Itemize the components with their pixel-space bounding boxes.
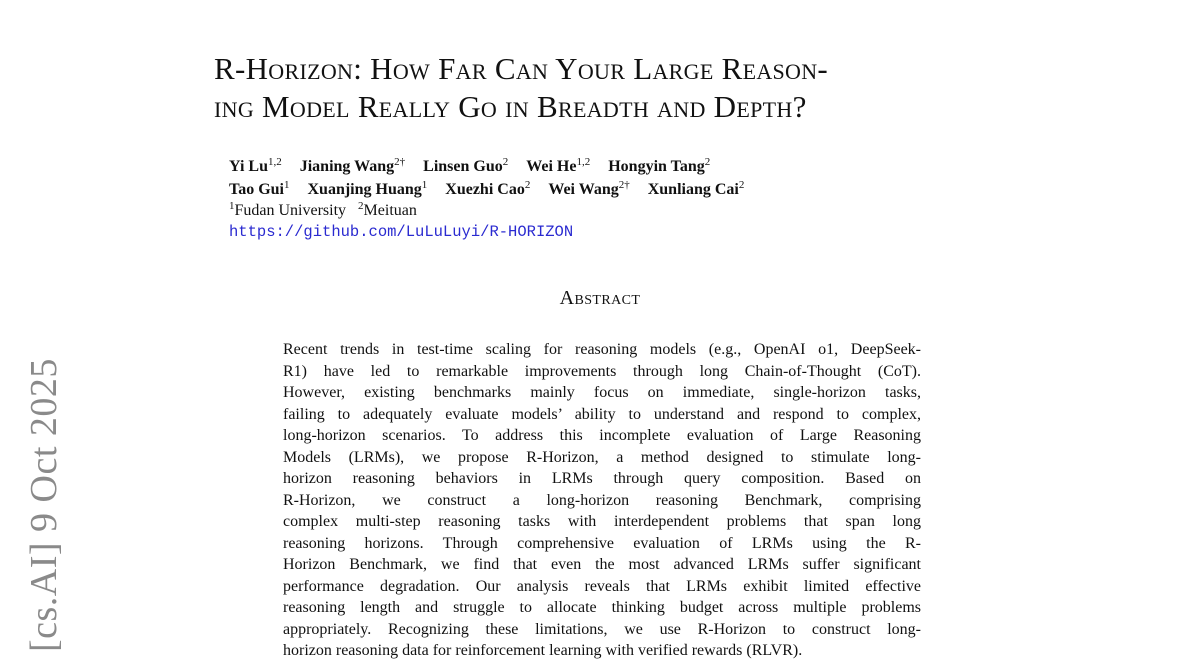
abstract-line: long-horizon scenarios. To address this incomplete evaluation of Large Reasoning xyxy=(283,427,921,444)
author-row-2 xyxy=(229,178,989,201)
author: Tao Gui$^1$ xyxy=(229,179,290,198)
abstract-line: reasoning horizons. Through comprehensive evaluation of LRMs using the R- xyxy=(283,534,921,552)
abstract-line: horizon reasoning behaviors in LRMs through query composition. Based on xyxy=(283,470,921,487)
author: Linsen Guo$^2$ xyxy=(423,156,509,175)
title-line-1: R-Horizon: How Far Can Your Large Reason- xyxy=(214,51,829,86)
arxiv-stamp: [cs.AI] 9 Oct 2025 xyxy=(23,358,65,652)
author: Yi Lu$^{1,2}$ xyxy=(229,156,282,175)
abstract-line: Models (LRMs), we propose R-Horizon, a method designed to stimulate long- xyxy=(283,448,921,466)
arxiv-sidebar xyxy=(22,346,82,656)
author-block xyxy=(229,155,989,243)
abstract-line: complex multi-step reasoning tasks with interdependent problems that span long xyxy=(283,513,921,530)
paper-title xyxy=(214,50,1034,126)
abstract-line: Horizon Benchmark, we find that even the most advanced LRMs suffer significant xyxy=(283,556,921,573)
abstract-line: Recent trends in test-time scaling for reasoning models (e.g., OpenAI o1, DeepSeek- xyxy=(283,341,921,358)
abstract-line: R-Horizon, we construct a long-horizon reasoning Benchmark, comprising xyxy=(283,491,921,509)
author: Wei He$^{1,2}$ xyxy=(526,156,591,175)
abstract-line: R1) have led to remarkable improvements through long Chain-of-Thought (CoT). xyxy=(283,362,921,380)
author: Xunliang Cai$^2$ xyxy=(647,179,745,198)
abstract-line: appropriately. Recognizing these limitations, we use R-Horizon to construct long- xyxy=(283,620,921,638)
abstract-line: failing to adequately evaluate models’ ability to understand and respond to complex, xyxy=(283,405,921,423)
author: Hongyin Tang$^2$ xyxy=(608,156,711,175)
author: Xuanjing Huang$^1$ xyxy=(307,179,428,198)
abstract-body xyxy=(283,339,921,662)
affiliation: $^1$Fudan University xyxy=(229,200,347,219)
affiliation: $^2$Meituan xyxy=(358,200,417,219)
title-line-2: ing Model Really Go in Breadth and Depth? xyxy=(214,89,807,124)
abstract-line: However, existing benchmarks mainly focus on immediate, single-horizon tasks, xyxy=(283,384,921,401)
repo-link[interactable]: https://github.com/LuLuLuyi/R-HORIZON xyxy=(229,223,574,241)
author-row-1 xyxy=(229,155,989,178)
abstract-heading: Abstract xyxy=(559,287,641,309)
author: Jianing Wang$^{2\dagger}$ xyxy=(299,156,406,175)
affiliations xyxy=(229,201,989,221)
abstract-line: performance degradation. Our analysis reveals that LRMs exhibit limited effective xyxy=(283,577,921,595)
author: Xuezhi Cao$^2$ xyxy=(445,179,531,198)
abstract-line: reasoning length and struggle to allocate thinking budget across multiple problems xyxy=(283,599,921,616)
abstract-line: horizon reasoning data for reinforcement learning with verified rewards (RLVR). xyxy=(283,642,803,659)
author: Wei Wang$^{2\dagger}$ xyxy=(548,179,630,198)
